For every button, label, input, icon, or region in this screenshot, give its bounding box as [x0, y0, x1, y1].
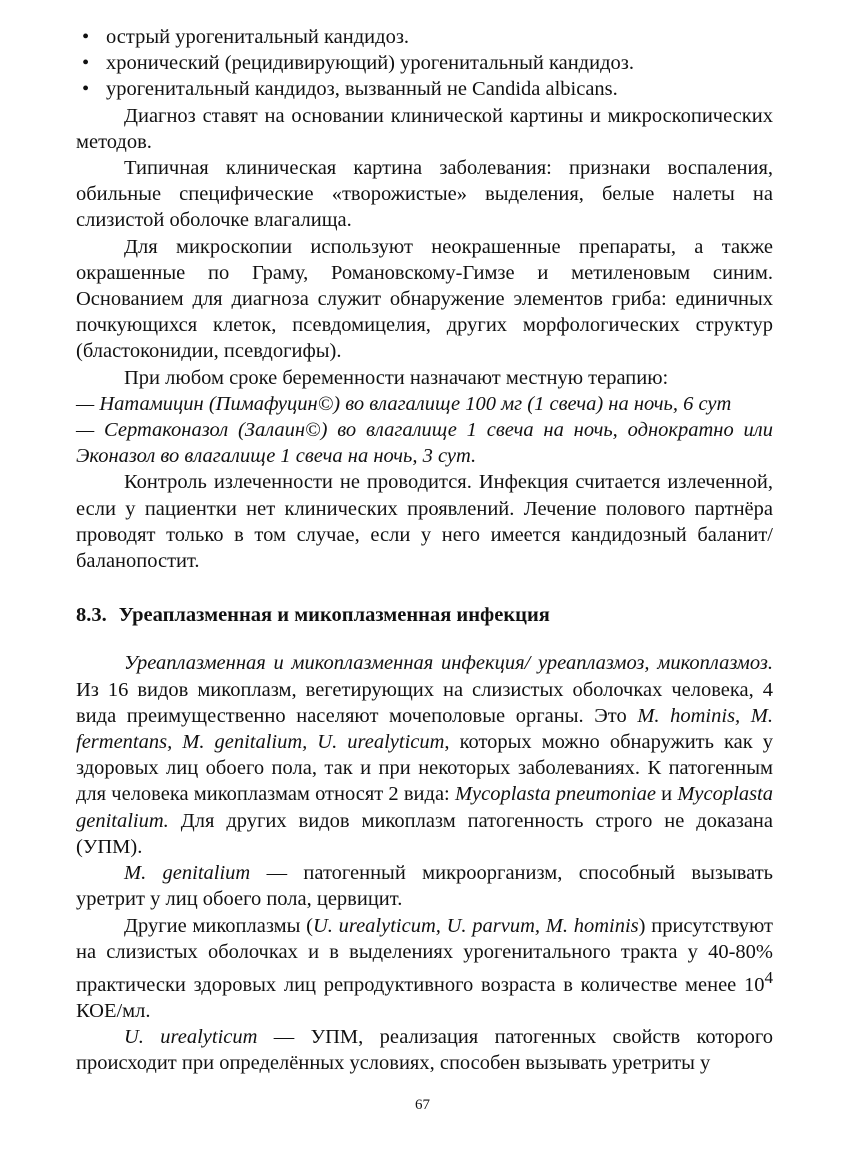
bullet-list	[76, 24, 773, 103]
list-item: • урогенитальный кандидоз, вызванный не Candida albicans.	[76, 76, 773, 102]
species-list: M. hominis, M. fermentans, M. genitalium, U. urealyticum	[76, 704, 773, 754]
text-run: , которых можно обнаружить как у здоровых лиц обоего пола, так и при некоторых заболеваниях. К патогенным для человека микоплазмам относят 2 вида:	[76, 731, 773, 806]
section-heading	[76, 602, 773, 628]
paragraph-therapy: При любом сроке беременности назначают местную терапию:	[124, 366, 669, 389]
paragraph-microscopy: Для микроскопии используют неокрашенные препараты, а также окрашенные по Граму, Романовскому-Гимзе и метиленовым синим. Основанием для диагноза служит обнаружение элементов гриба: единичных почкующихся клеток, псевдомицелия, других морфологических структур (бластоконидии, псевдогифы).	[76, 235, 773, 363]
species-name: Mycoplasta pneumoniae	[454, 783, 656, 806]
list-item: • хронический (рецидивирующий) урогенитальный кандидоз.	[76, 50, 773, 76]
superscript-exponent: 4	[764, 967, 773, 987]
list-item: • острый урогенитальный кандидоз.	[76, 24, 773, 50]
text-run: ) присутствуют на слизистых оболочках и в выделениях урогенитального тракта у 40-80% практически здоровых лиц репродуктивного возраста в количестве менее 10	[76, 914, 773, 996]
paragraph-u-urealyticum	[76, 1024, 773, 1076]
text-run: Из 16 видов микоплазм, вегетирующих на слизистых оболочках человека, 4 вида преимущественно населяют мочеполовые органы. Это	[76, 678, 773, 727]
species-list: U. urealyticum, U. parvum, M. hominis	[312, 914, 639, 937]
term-definition: Уреаплазменная и микоплазменная инфекция/ уреаплазмоз, микоплазмоз.	[124, 652, 773, 675]
species-name: M. genitalium	[124, 862, 251, 885]
paragraph-control: Контроль излеченности не проводится. Инфекция считается излеченной, если у пациентки нет клинических проявлений. Лечение полового партнёра проводят только в том случае, если у него имеется кандидозный баланит/баланопостит.	[76, 471, 773, 573]
paragraph-m-genitalium	[76, 860, 773, 912]
paragraph-other-mycoplasmas	[76, 913, 773, 1025]
section-number: 8.3.	[76, 604, 107, 627]
text-run: Для других видов микоплазм патогенность строго не доказана (УПМ).	[76, 809, 773, 858]
species-name: Mycoplasta genitalium.	[76, 783, 773, 832]
text-run: — УПМ, реализация патогенных свойств которого происходит при определённых условиях, способен вызывать уретриты у	[76, 1026, 773, 1075]
paragraph-clinical-picture: Типичная клиническая картина заболевания: признаки воспаления, обильные специфические «творожистые» выделения, белые налеты на слизистой оболочке влагалища.	[76, 157, 773, 232]
paragraph-diagnosis: Диагноз ставят на основании клинической картины и микроскопических методов.	[76, 104, 773, 153]
text-run: Другие микоплазмы (	[124, 914, 313, 937]
paragraph-mycoplasma-intro	[76, 650, 773, 860]
text-run: и	[655, 783, 678, 806]
section-title: Уреаплазменная и микоплазменная инфекция	[118, 604, 550, 627]
page-number: 67	[415, 1097, 430, 1113]
text-run: КОЕ/мл.	[76, 999, 151, 1022]
treatment-sertaconazole: — Сертаконазол (Залаин©) во влагалище 1 свеча на ночь, однократно или Эконазол во влагалище 1 свеча на ночь, 3 сут.	[76, 419, 773, 468]
treatment-natamycin: — Натамицин (Пимафуцин©) во влагалище 100 мг (1 свеча) на ночь, 6 сут	[76, 392, 732, 415]
text-run: — патогенный микроорганизм, способный вызывать уретрит у лиц обоего пола, цервицит.	[76, 862, 774, 911]
species-name: U. urealyticum	[124, 1026, 258, 1049]
